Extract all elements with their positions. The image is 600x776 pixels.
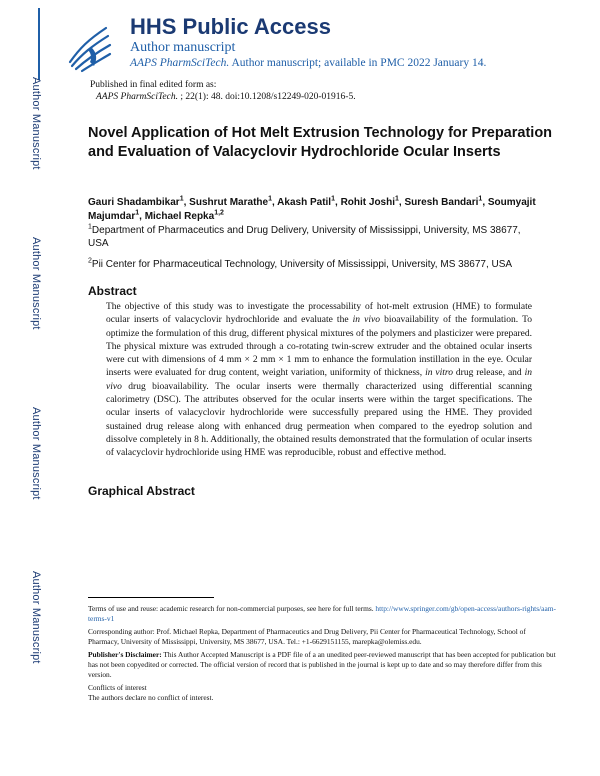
author-affiliation-marker: 1	[268, 195, 272, 203]
footnote-divider	[88, 597, 214, 598]
author-affiliation-marker: 1	[179, 195, 184, 203]
abstract-text: The objective of this study was to investigate the processability of hot-melt extrusion (HME) to formulate ocular inserts of valacyclovir hydrochloride and evaluate the	[106, 302, 532, 326]
affiliation-marker: 1	[88, 223, 92, 231]
hhs-eagle-logo-icon	[62, 18, 118, 74]
author-name: Sushrut Marathe	[189, 197, 269, 208]
author-affiliation-marker: 1	[135, 209, 140, 217]
author-affiliation-marker: 1,2	[214, 209, 224, 217]
citation	[96, 92, 356, 102]
footnotes	[88, 604, 558, 706]
terms-link[interactable]: http://www.springer.com/gb/open-access/authors-rights/aam-terms-v1	[88, 604, 556, 623]
terms-text: Terms of use and reuse: academic research for non-commercial purposes, see here for full terms.	[88, 604, 376, 613]
abstract-italic-term: in vivo	[106, 368, 532, 392]
author-affiliation-marker: 1	[395, 195, 399, 203]
author-affiliation-marker: 1	[478, 195, 483, 203]
abstract-text: drug bioavailability. The ocular inserts were thermally characterized using differential scanning calorimetry (DSC). The attributes observed for the ocular inserts were within the target specifications. The ocular inserts of valacyclovir hydrochloride were successfully prepared using the HME. They provided sustained drug release along with enhanced drug permeation when compared to the eyedrop solution and dissolve completely in 8 h. Additionally, the obtained results demonstrated that the formulation of ocular inserts of valacyclovir hydrochloride using HME was reproducible, robust and effective method.	[106, 381, 532, 459]
author-separator: ,	[271, 197, 278, 208]
corresponding-author: Corresponding author: Prof. Michael Repka, Department of Pharmaceutics and Drug Delivery, Pii Center for Pharmaceutical Technology, School of Pharmacy, University of Mississippi, University, MS 38677, USA. Tel.: +1-6629151155, marepka@olemiss.edu.	[88, 627, 526, 646]
affiliation-text: Pii Center for Pharmaceutical Technology, University of Mississippi, University, MS 38677, USA	[91, 259, 513, 270]
author-name: Akash Patil	[277, 197, 332, 208]
manuscript-availability	[130, 57, 486, 69]
sidebar-author-manuscript-label: Author Manuscript	[30, 236, 42, 330]
published-in-label: Published in final edited form as:	[90, 80, 217, 90]
affiliation-text: Department of Pharmaceutics and Drug Delivery, University of Mississippi, University, MS 38677, USA	[88, 225, 521, 249]
hhs-public-access-title: HHS Public Access	[130, 14, 331, 39]
author-list	[88, 196, 558, 224]
graphical-abstract-heading: Graphical Abstract	[88, 484, 195, 498]
sidebar-author-manuscript-label: Author Manuscript	[30, 76, 42, 170]
abstract-heading: Abstract	[88, 284, 137, 298]
conflicts-heading: Conflicts of interest	[88, 683, 147, 692]
author-separator: ,	[139, 211, 145, 222]
affiliation	[88, 224, 528, 250]
author-separator: ,	[398, 197, 405, 208]
abstract-italic-term: in vitro	[425, 368, 453, 379]
author-manuscript-subtitle: Author manuscript	[130, 40, 236, 55]
citation-journal: AAPS PharmSciTech.	[96, 92, 178, 102]
journal-name: AAPS PharmSciTech.	[130, 57, 230, 69]
availability-text: Author manuscript; available in PMC 2022 January 14.	[229, 57, 487, 69]
abstract-body	[106, 301, 532, 461]
affiliation	[88, 258, 558, 271]
author-name: Suresh Bandari	[404, 197, 479, 208]
article-title: Novel Application of Hot Melt Extrusion Technology for Preparation and Evaluation of Valacyclovir Hydrochloride Ocular Inserts	[88, 125, 553, 160]
author-separator: ,	[482, 197, 488, 208]
author-name: Michael Repka	[144, 211, 215, 222]
conflicts-text: The authors declare no conflict of interest.	[88, 693, 214, 702]
disclaimer-label: Publisher's Disclaimer:	[88, 650, 162, 659]
author-affiliation-marker: 1	[331, 195, 335, 203]
sidebar-author-manuscript-label: Author Manuscript	[30, 406, 42, 500]
affiliation-marker: 2	[88, 257, 92, 265]
abstract-text: bioavailability of the formulation. To optimize the formulation of this drug, different physical mixtures of the polymers and plasticizer were prepared. The physical mixture was extruded through a co-rotating twin-screw extruder and the obtained ocular inserts were cut with dimensions of 4 mm × 2 mm × 1 mm to enhance the formulation instillation in the eye. Ocular inserts were evaluated for drug content, weight variation, uniformity of thickness,	[106, 315, 532, 379]
author-separator: ,	[335, 197, 341, 208]
disclaimer-text: This Author Accepted Manuscript is a PDF file of a an unedited peer-reviewed manuscript that has been accepted for publication but has not been copyedited or corrected. The official version of record that is published in the journal is kept up to date and so may therefore differ from this version.	[88, 650, 556, 679]
author-name: Rohit Joshi	[340, 197, 396, 208]
author-name: Gauri Shadambikar	[88, 197, 180, 208]
terms-of-use	[88, 604, 558, 624]
abstract-italic-term: in vivo	[352, 315, 381, 326]
publisher-disclaimer	[88, 650, 558, 680]
sidebar-author-manuscript-label: Author Manuscript	[30, 570, 42, 664]
author-separator: ,	[183, 197, 190, 208]
author-name: Soumyajit Majumdar	[88, 197, 536, 222]
citation-details: ; 22(1): 48. doi:10.1208/s12249-020-01916-5.	[177, 92, 356, 102]
abstract-text: drug release, and	[452, 368, 525, 379]
